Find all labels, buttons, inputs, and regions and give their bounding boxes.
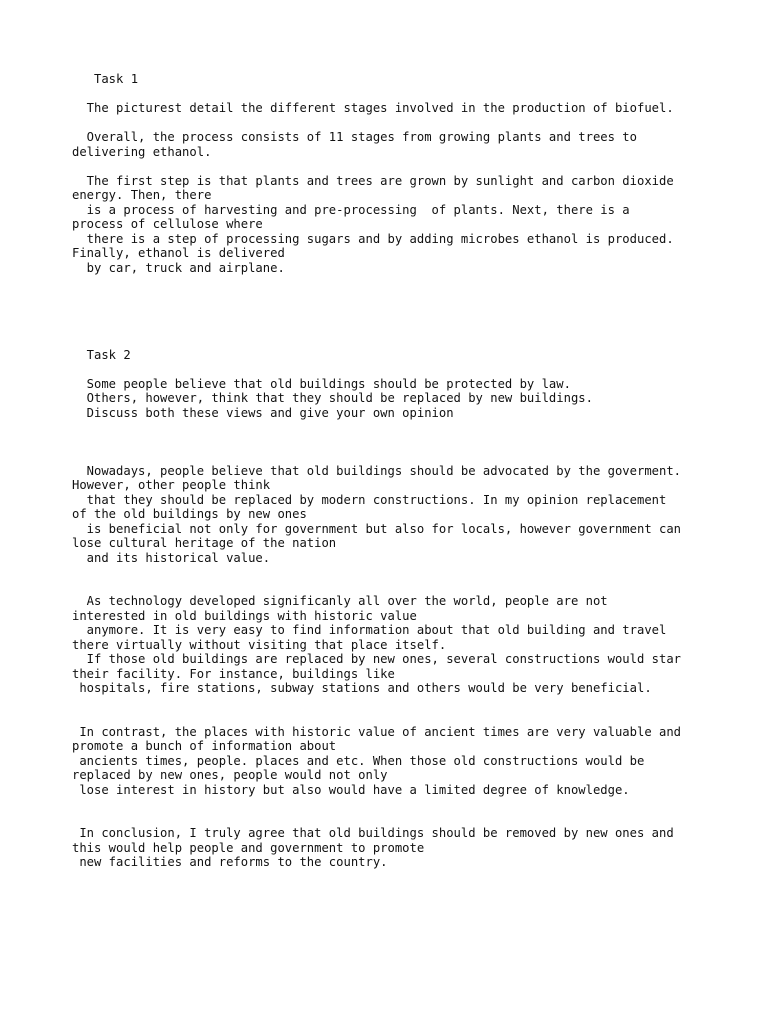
text-line: hospitals, fire stations, subway stations and others would be very beneficial. [72, 681, 652, 695]
blank-line [72, 710, 732, 725]
blank-line [72, 797, 732, 812]
blank-line [72, 362, 732, 377]
text-line: Task 1 [72, 72, 139, 86]
document-body [72, 72, 732, 870]
blank-line [72, 435, 732, 450]
text-line: by car, truck and airplane. [72, 260, 285, 275]
text-line: Nowadays, people believe that old buildings should be advocated by the goverment. [72, 463, 682, 478]
text-line: If those old buildings are replaced by new ones, several constructions would star [72, 652, 682, 666]
text-line: Others, however, think that they should be replaced by new buildings. [72, 391, 593, 405]
text-line: energy. Then, there [72, 188, 212, 202]
blank-line [72, 333, 732, 348]
text-line: there is a step of processing sugars and by adding microbes ethanol is produced. [72, 231, 674, 246]
text-line: that they should be replaced by modern constructions. In my opinion replacement [72, 492, 667, 507]
text-line: Discuss both these views and give your own opinion [72, 405, 454, 420]
text-line: replaced by new ones, people would not only [72, 768, 388, 782]
text-line: promote a bunch of information about [72, 739, 337, 753]
blank-line [72, 319, 732, 334]
text-line: ancients times, people. places and etc. When those old constructions would be [72, 753, 645, 768]
text-line: process of cellulose where [72, 217, 263, 231]
blank-line [72, 565, 732, 580]
text-line: is beneficial not only for government but also for locals, however government can [72, 521, 682, 536]
blank-line [72, 87, 732, 102]
text-line: However, other people think [72, 478, 271, 492]
text-line: As technology developed significanly all over the world, people are not [72, 594, 608, 608]
text-line: Finally, ethanol is delivered [72, 246, 285, 260]
text-line: of the old buildings by new ones [72, 507, 307, 521]
blank-line [72, 304, 732, 319]
blank-line [72, 116, 732, 131]
text-line: anymore. It is very easy to find information about that old building and travel [72, 623, 667, 637]
blank-line [72, 580, 732, 595]
text-line: there virtually without visiting that place itself. [72, 637, 447, 652]
text-line: In contrast, the places with historic value of ancient times are very valuable and [72, 724, 682, 739]
text-line: Task 2 [72, 347, 131, 362]
blank-line [72, 159, 732, 174]
text-line: The picturest detail the different stages involved in the production of biofuel. [72, 101, 674, 115]
text-line: Overall, the process consists of 11 stages from growing plants and trees to [72, 130, 637, 144]
text-line: lose cultural heritage of the nation [72, 536, 337, 550]
blank-line [72, 449, 732, 464]
blank-line [72, 696, 732, 711]
text-line: lose interest in history but also would have a limited degree of knowledge. [72, 782, 630, 797]
blank-line [72, 812, 732, 827]
text-line: interested in old buildings with historic value [72, 608, 417, 623]
text-line: their facility. For instance, buildings like [72, 666, 395, 681]
text-line: and its historical value. [72, 550, 271, 565]
text-line: The first step is that plants and trees are grown by sunlight and carbon dioxide [72, 173, 674, 188]
text-line: delivering ethanol. [72, 144, 212, 159]
text-line: In conclusion, I truly agree that old buildings should be removed by new ones and [72, 826, 674, 840]
text-line: new facilities and reforms to the country. [72, 855, 388, 869]
text-line: is a process of harvesting and pre-processing of plants. Next, there is a [72, 202, 630, 217]
text-line: this would help people and government to promote [72, 840, 425, 855]
blank-line [72, 420, 732, 435]
blank-line [72, 290, 732, 305]
text-line: Some people believe that old buildings should be protected by law. [72, 376, 571, 391]
blank-line [72, 275, 732, 290]
